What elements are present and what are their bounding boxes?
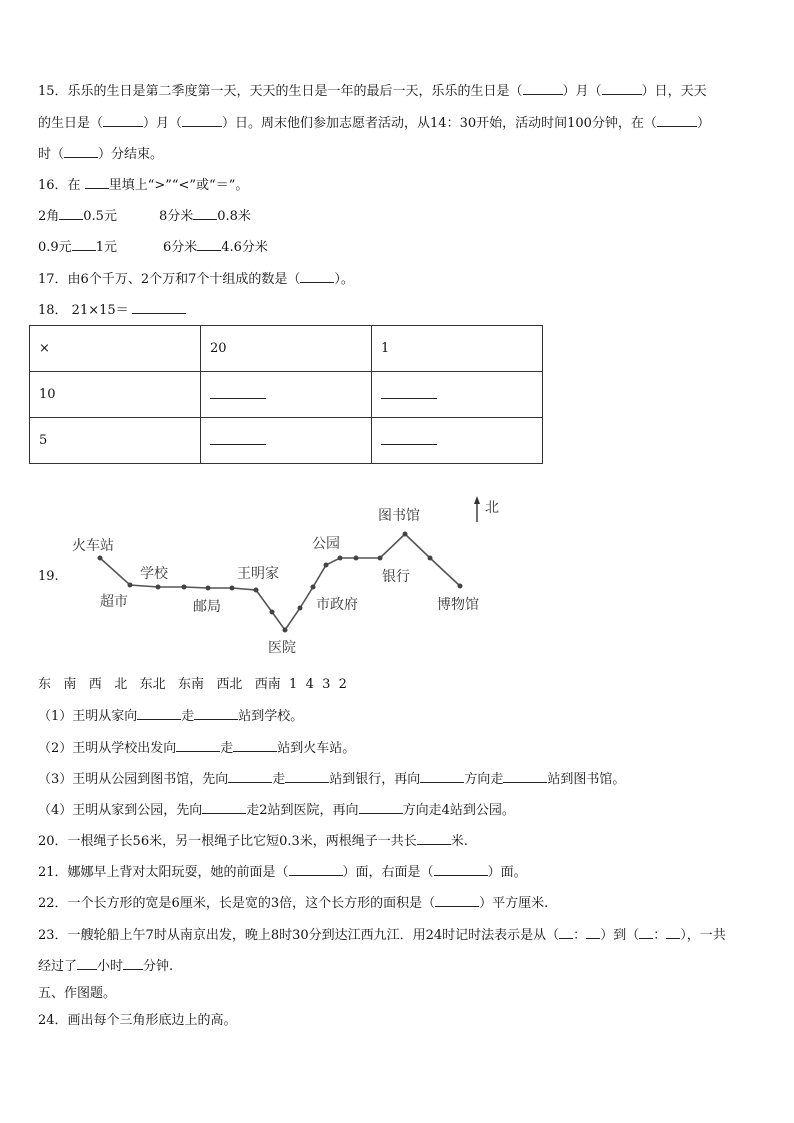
q21-text-b: ）面，右面是（ bbox=[342, 865, 434, 880]
label-train-station: 火车站 bbox=[72, 538, 114, 554]
table-row bbox=[30, 372, 543, 418]
q19-s3-b: 走 bbox=[272, 772, 286, 787]
q19-s1 bbox=[38, 707, 303, 726]
q18-expression: 18． 21×15＝ bbox=[38, 303, 129, 318]
q19-s3-blank4[interactable] bbox=[503, 770, 547, 783]
q20 bbox=[38, 832, 468, 851]
table-row bbox=[30, 326, 543, 372]
q19-s4-b: 走2站到医院，再向 bbox=[246, 803, 359, 818]
table-cell: 5 bbox=[30, 418, 201, 464]
label-bank: 银行 bbox=[382, 569, 410, 585]
q17-text-b: ）。 bbox=[334, 272, 354, 287]
q15-blank-day1[interactable] bbox=[602, 82, 642, 95]
q19-s2-a: （2）王明从学校出发向 bbox=[38, 741, 177, 756]
q19-s3 bbox=[38, 770, 625, 789]
q18-table bbox=[29, 325, 543, 464]
label-post-office: 邮局 bbox=[193, 599, 221, 615]
q16-row1 bbox=[38, 207, 251, 226]
q19-s2-c: 站到火车站。 bbox=[277, 741, 356, 756]
q15-text-e: ）月（ bbox=[143, 116, 183, 131]
q23-colon2: ： bbox=[653, 928, 667, 943]
q23-text-e: 小时 bbox=[97, 959, 124, 974]
q23-text-f: 分钟. bbox=[143, 959, 174, 974]
q15-blank-month2[interactable] bbox=[103, 114, 143, 127]
q18-title bbox=[38, 301, 186, 320]
table-cell: 10 bbox=[30, 372, 201, 418]
q19-route-map bbox=[60, 490, 520, 660]
q15-blank-month1[interactable] bbox=[523, 82, 563, 95]
q23-line2 bbox=[38, 957, 173, 976]
q19-s2 bbox=[38, 739, 355, 758]
q15-blank-hour[interactable] bbox=[657, 114, 697, 127]
q19-s3-a: （3）王明从公园到图书馆，先向 bbox=[38, 772, 229, 787]
q23-text-b: ）到（ bbox=[600, 928, 640, 943]
q16-r2-end: 4.6分米 bbox=[221, 240, 268, 255]
north-arrow-head-icon bbox=[474, 496, 480, 504]
q19-s3-e: 站到图书馆。 bbox=[547, 772, 626, 787]
q19-s2-b: 走 bbox=[220, 741, 234, 756]
q23-blank-m2[interactable] bbox=[666, 926, 680, 939]
table-cell: 20 bbox=[201, 326, 372, 372]
q16-r1-left: 2角 bbox=[38, 209, 60, 224]
q17-blank[interactable] bbox=[300, 270, 334, 283]
q16-title bbox=[38, 176, 248, 195]
label-library: 图书馆 bbox=[378, 508, 420, 524]
q22-text-a: 22．一个长方形的宽是6厘米，长是宽的3倍，这个长方形的面积是（ bbox=[38, 896, 436, 911]
label-park: 公园 bbox=[312, 536, 340, 552]
label-north: 北 bbox=[485, 500, 499, 516]
q23-blank-h1[interactable] bbox=[559, 926, 573, 939]
q15-text-b: ）月（ bbox=[562, 84, 602, 99]
q21-blank1[interactable] bbox=[289, 863, 343, 876]
label-hospital: 医院 bbox=[268, 640, 296, 656]
q24: 24．画出每个三角形底边上的高。 bbox=[38, 1013, 237, 1028]
q15-line2 bbox=[38, 114, 710, 133]
q23-text-d: 经过了 bbox=[38, 959, 78, 974]
section-heading: 五、作图题。 bbox=[38, 986, 117, 1001]
q16-r2-right: 6分米 bbox=[162, 240, 198, 255]
q23-text-c: ），一共 bbox=[680, 928, 726, 943]
q19-s4-blank1[interactable] bbox=[202, 801, 246, 814]
table-cell-blank[interactable] bbox=[372, 418, 543, 464]
q19-number: 19. bbox=[38, 569, 59, 584]
q17 bbox=[38, 270, 354, 289]
q15-text-h: 时（ bbox=[38, 147, 65, 162]
q20-text-b: 米. bbox=[450, 834, 468, 849]
q21-text-c: ）面。 bbox=[487, 865, 527, 880]
q15-line1 bbox=[38, 82, 707, 101]
q15-text-i: ）分结束。 bbox=[98, 147, 164, 162]
q23-line1 bbox=[38, 926, 726, 945]
q15-text-c: ）日，天天 bbox=[641, 84, 707, 99]
q16-r2-blank2[interactable] bbox=[197, 238, 221, 251]
q16-r1-mid: 0.5元 bbox=[83, 209, 117, 224]
q19-s3-blank2[interactable] bbox=[285, 770, 329, 783]
q19-s4-a: （4）王明从家到公园，先向 bbox=[38, 803, 203, 818]
q16-r1-blank1[interactable] bbox=[59, 207, 83, 220]
q17-text-a: 17．由6个千万、2个万和7个十组成的数是（ bbox=[38, 272, 301, 287]
q23-blank-m1[interactable] bbox=[586, 926, 600, 939]
q15-line3 bbox=[38, 145, 163, 164]
q19-s2-blank2[interactable] bbox=[233, 739, 277, 752]
q19-s2-blank1[interactable] bbox=[176, 739, 220, 752]
q16-r1-blank2[interactable] bbox=[193, 207, 217, 220]
q19-s1-blank1[interactable] bbox=[137, 707, 181, 720]
q15-blank-day2[interactable] bbox=[182, 114, 222, 127]
q16-r2-blank1[interactable] bbox=[72, 238, 96, 251]
label-school: 学校 bbox=[140, 566, 168, 582]
q19-s3-blank1[interactable] bbox=[228, 770, 272, 783]
q21 bbox=[38, 863, 527, 882]
q23-colon1: ： bbox=[573, 928, 587, 943]
q15-text-d: 的生日是（ bbox=[38, 116, 104, 131]
q22 bbox=[38, 894, 548, 913]
q16-title-b: 里填上“>”“<”或“＝”。 bbox=[108, 178, 249, 193]
table-cell: 1 bbox=[372, 326, 543, 372]
label-supermarket: 超市 bbox=[100, 594, 128, 610]
q16-r2-left: 0.9元 bbox=[38, 240, 72, 255]
table-cell-blank[interactable] bbox=[201, 418, 372, 464]
q19-s4-blank2[interactable] bbox=[359, 801, 403, 814]
q23-text-a: 23．一艘轮船上午7时从南京出发，晚上8时30分到达江西九江．用24时记时法表示是从（ bbox=[38, 928, 560, 943]
q21-text-a: 21．娜娜早上背对太阳玩耍，她的前面是（ bbox=[38, 865, 289, 880]
q16-row2 bbox=[38, 238, 268, 257]
table-row bbox=[30, 418, 543, 464]
q15-text-a: 15．乐乐的生日是第二季度第一天，天天的生日是一年的最后一天，乐乐的生日是（ bbox=[38, 84, 523, 99]
q19-s1-c: 站到学校。 bbox=[238, 709, 304, 724]
q22-blank[interactable] bbox=[435, 894, 479, 907]
label-museum: 博物馆 bbox=[437, 597, 479, 613]
q19-s4 bbox=[38, 801, 515, 820]
table-cell-blank[interactable] bbox=[372, 372, 543, 418]
q19-s4-c: 方向走4站到公园。 bbox=[402, 803, 515, 818]
table-cell-blank[interactable] bbox=[201, 372, 372, 418]
q20-text-a: 20．一根绳子长56米，另一根绳子比它短0.3米，两根绳子一共长 bbox=[38, 834, 417, 849]
q19-s1-blank2[interactable] bbox=[194, 707, 238, 720]
q15-text-g: ） bbox=[696, 116, 710, 131]
q16-r2-mid: 1元 bbox=[95, 240, 117, 255]
q23-blank-h2[interactable] bbox=[639, 926, 653, 939]
q19-s1-b: 走 bbox=[181, 709, 195, 724]
q19-s1-a: （1）王明从家向 bbox=[38, 709, 138, 724]
label-wangming-home: 王明家 bbox=[237, 566, 279, 582]
q16-r1-end: 0.8米 bbox=[217, 209, 251, 224]
q19-s3-c: 站到银行，再向 bbox=[329, 772, 421, 787]
table-cell: × bbox=[30, 326, 201, 372]
q15-blank-minute[interactable] bbox=[64, 145, 98, 158]
q22-text-b: ）平方厘米. bbox=[479, 896, 549, 911]
q21-blank2[interactable] bbox=[434, 863, 488, 876]
q19-s3-d: 方向走 bbox=[464, 772, 504, 787]
q23-blank-hours[interactable] bbox=[77, 957, 97, 970]
q16-title-blank bbox=[85, 176, 109, 189]
q19-s3-blank3[interactable] bbox=[420, 770, 464, 783]
q19-word-bank: 东 南 西 北 东北 东南 西北 西南 1 4 3 2 bbox=[38, 677, 347, 692]
q20-blank[interactable] bbox=[417, 832, 451, 845]
q23-blank-minutes[interactable] bbox=[123, 957, 143, 970]
q16-title-a: 16．在 bbox=[38, 178, 85, 193]
label-city-hall: 市政府 bbox=[316, 597, 358, 613]
q15-text-f: ）日。周末他们参加志愿者活动，从14：30开始，活动时间100分钟，在（ bbox=[222, 116, 657, 131]
q18-answer-blank[interactable] bbox=[132, 301, 186, 314]
q16-r1-right: 8分米 bbox=[158, 209, 194, 224]
